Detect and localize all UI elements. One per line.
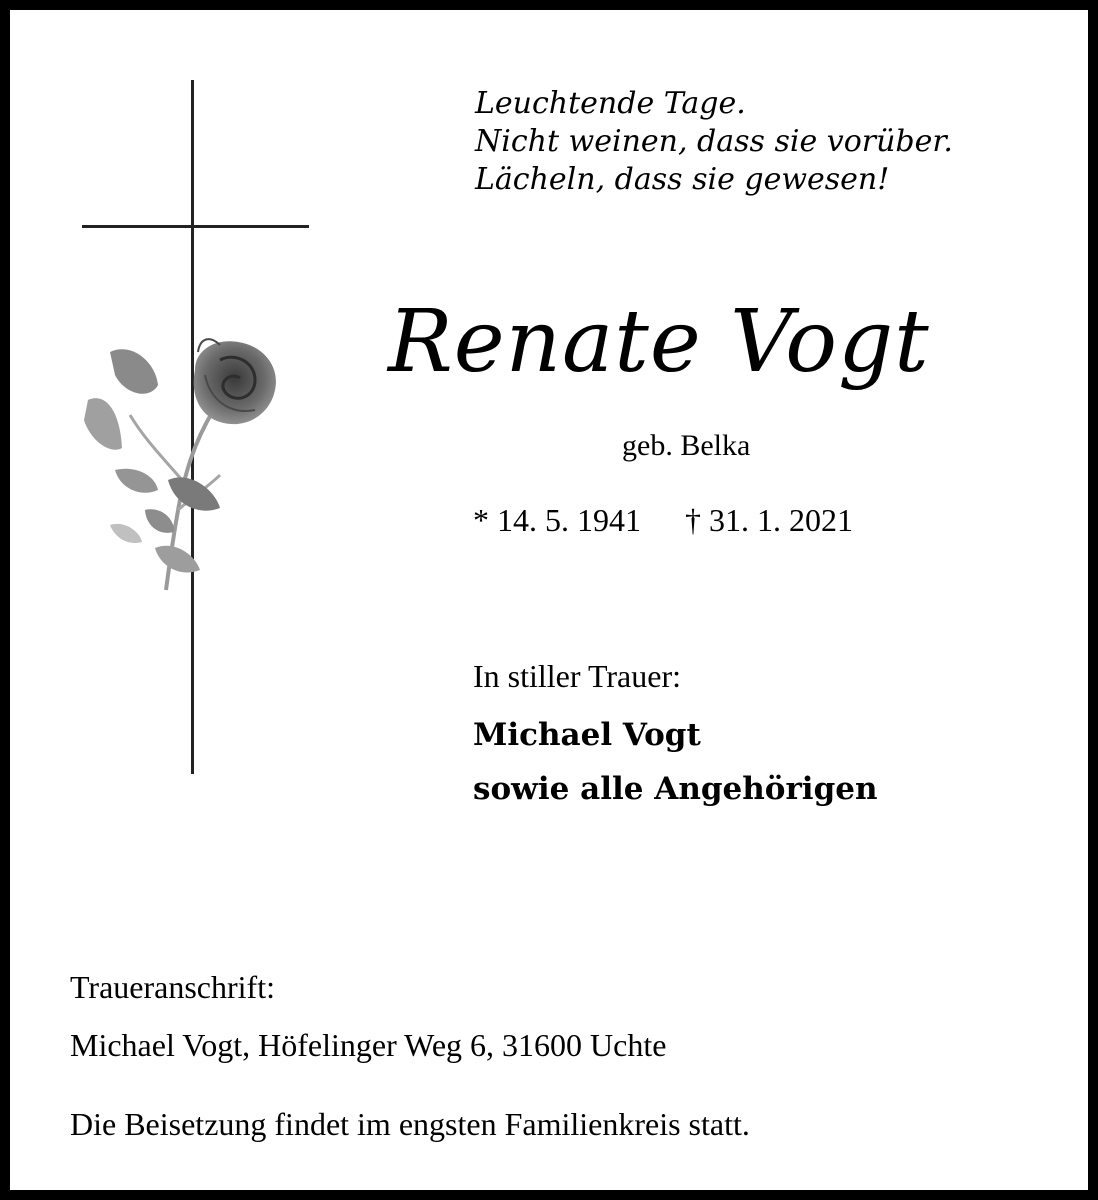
mourning-intro: In stiller Trauer: xyxy=(473,658,681,694)
address-value: Michael Vogt, Höfelinger Weg 6, 31600 Uchte xyxy=(70,1027,667,1063)
maiden-name: geb. Belka xyxy=(622,429,751,462)
funeral-note: Die Beisetzung findet im engsten Familienkreis statt. xyxy=(70,1106,750,1142)
poem-line: Leuchtende Tage. xyxy=(475,86,746,121)
rose-icon xyxy=(84,339,276,590)
address-label: Traueranschrift: xyxy=(70,969,275,1005)
mourners-list xyxy=(473,708,878,816)
mourner-name: sowie alle Angehörigen xyxy=(473,771,878,807)
deceased-name: Renate Vogt xyxy=(388,292,930,392)
cross-rose-ornament xyxy=(70,70,330,790)
poem xyxy=(475,85,953,199)
death-date: † 31. 1. 2021 xyxy=(685,502,853,538)
poem-line: Nicht weinen, dass sie vorüber. xyxy=(475,124,953,159)
mourner-name: Michael Vogt xyxy=(473,717,701,753)
birth-date: * 14. 5. 1941 xyxy=(473,502,641,538)
poem-line: Lächeln, dass sie gewesen! xyxy=(475,162,890,197)
life-dates xyxy=(473,500,853,540)
